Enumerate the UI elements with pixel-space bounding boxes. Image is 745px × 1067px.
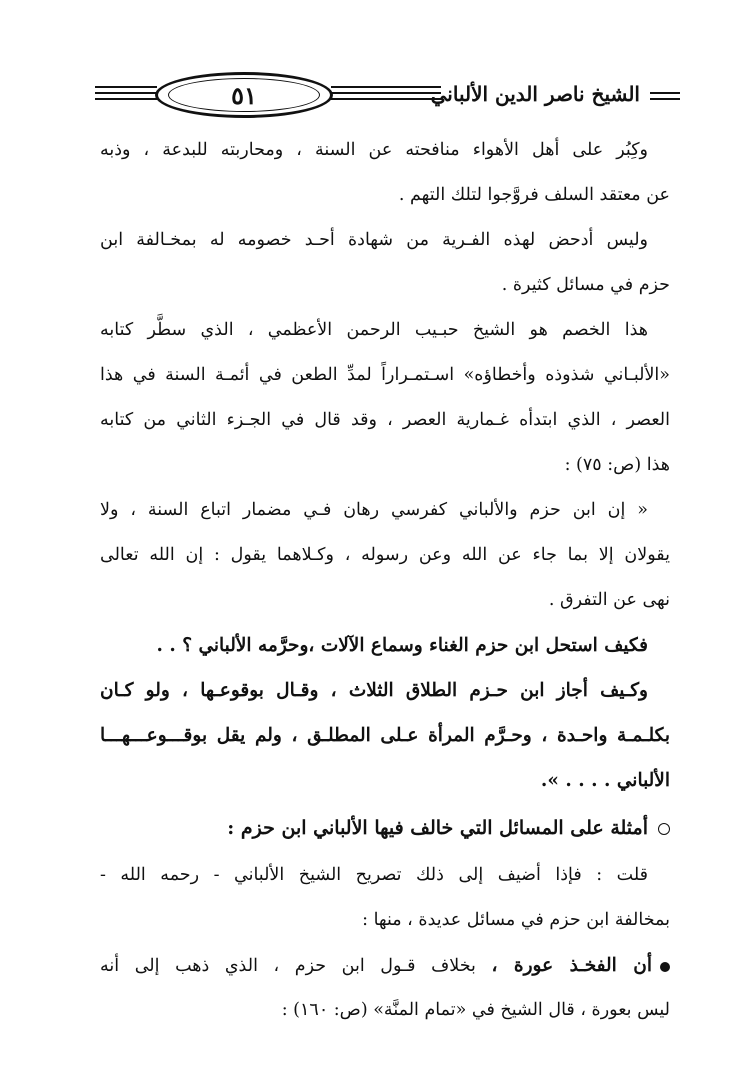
quote-line-bold: وكـيف أجاز ابن حـزم الطلاق الثلاث ، وقـال بوقوعـها ، ولو كـان [100, 680, 648, 701]
bullet-line [100, 943, 670, 988]
text-line: عن معتقد السلف فروَّجوا لتلك التهم . [398, 185, 670, 205]
header-rule [650, 92, 680, 94]
quote-line: يقولان إلا بما جاء عن الله وعن رسوله ، وكـلاهما يقول : إن الله تعالى [100, 545, 670, 565]
header-rule [331, 86, 441, 88]
text-line: قلت : فإذا أضيف إلى ذلك تصريح الشيخ الألباني - رحمه الله - [100, 865, 648, 885]
text-line: وليس أدحض لهذه الفـرية من شهادة أحـد خصومه له بمخـالفة ابن [100, 230, 648, 250]
text-line: حزم في مسائل كثيرة . [501, 275, 670, 295]
header-rule [650, 98, 680, 100]
page-number-frame [155, 72, 333, 118]
text-line: هذا (ص: ٧٥) : [564, 455, 670, 475]
quote-line: « إن ابن حزم والألباني كفرسي رهان فـي مضمار اتباع السنة ، ولا [100, 500, 648, 520]
quote-line: نهى عن التفرق . [548, 590, 670, 610]
text-line: هذا الخصم هو الشيخ حبـيب الرحمن الأعظمي ، الذي سطَّر كتابه [100, 320, 648, 340]
section-heading-text: أمثلة على المسائل التي خالف فيها الألباني ابن حزم : [227, 817, 648, 839]
quote-line-bold: فكيف استحل ابن حزم الغناء وسماع الآلات ،وحرَّمه الألباني ؟ . . [156, 635, 648, 656]
quote-line-bold: الألباني . . . . ». [540, 770, 670, 791]
text-line: بمخالفة ابن حزم في مسائل عديدة ، منها : [362, 910, 670, 930]
bullet-dot-icon [660, 962, 670, 972]
bullet-text: بخلاف قـول ابن حزم ، الذي ذهب إلى أنه [100, 956, 476, 976]
text-line: «الألبـاني شذوذه وأخطاؤه» اسـتمـراراً لمدِّ الطعن في أئمـة السنة في هذا [100, 365, 670, 385]
running-title: الشيخ ناصر الدين الألباني [430, 82, 640, 106]
header-rule [95, 92, 157, 94]
section-heading [100, 803, 670, 853]
text-line: ليس بعورة ، قال الشيخ في «تمام المنَّة» (ص: ١٦٠) : [281, 1000, 670, 1020]
header-rule [331, 98, 441, 100]
header-rule [331, 92, 441, 94]
page-number: ٥١ [231, 80, 257, 110]
page-body [100, 128, 670, 1033]
header-rule [95, 98, 157, 100]
quote-line-bold: بكلـمـة واحـدة ، وحـرَّم المرأة عـلى المطلـق ، ولم يقل بوقـــوعـــهـــا [100, 725, 670, 746]
bullet-bold-text: أن الفخـذ عورة ، [491, 955, 652, 976]
page-header [95, 72, 680, 120]
header-rule [95, 86, 157, 88]
circle-bullet-icon [658, 823, 670, 835]
text-line: العصر ، الذي ابتدأه غـمارية العصر ، وقد قال في الجـزء الثاني من كتابه [100, 410, 670, 430]
text-line: وكِبُر على أهل الأهواء منافحته عن السنة ، ومحاربته للبدعة ، وذبه [100, 140, 648, 160]
